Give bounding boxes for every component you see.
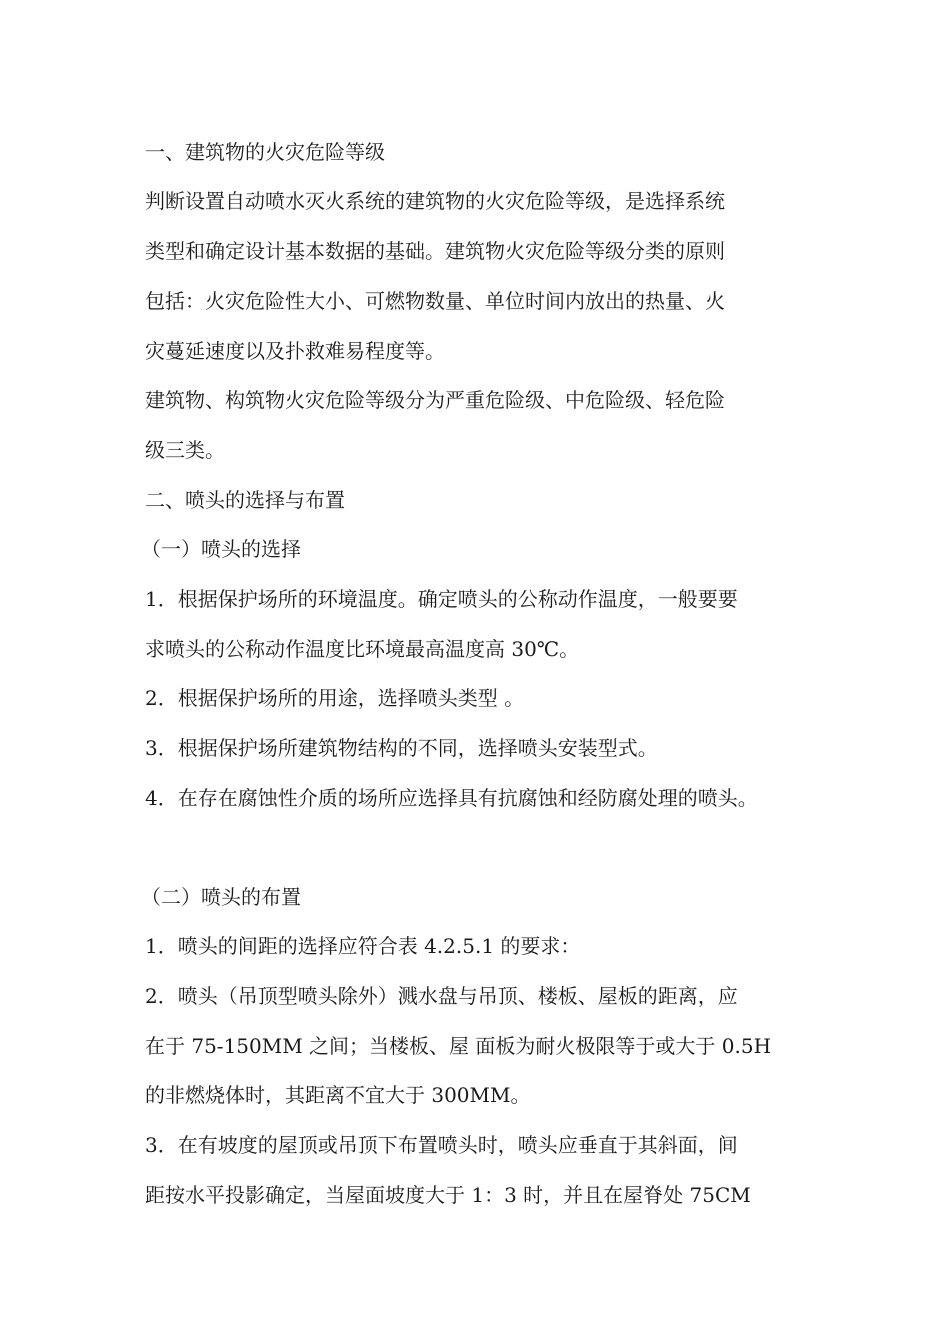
paragraph-line: 类型和确定设计基本数据的基础。建筑物火灾危险等级分类的原则 xyxy=(145,239,725,263)
paragraph-line: 建筑物、构筑物火灾危险等级分为严重危险级、中危险级、轻危险 xyxy=(145,388,725,412)
list-item-continuation: 的非燃烧体时，其距离不宜大于 300MM。 xyxy=(145,1083,531,1107)
list-item: 2．喷头（吊顶型喷头除外）溅水盘与吊顶、楼板、屋板的距离，应 xyxy=(145,984,738,1008)
paragraph-line: 灾蔓延速度以及扑救难易程度等。 xyxy=(145,339,445,363)
list-item: 1．根据保护场所的环境温度。确定喷头的公称动作温度，一般要要 xyxy=(145,587,738,611)
subsection-heading-sprinkler-selection: （一）喷头的选择 xyxy=(141,537,301,561)
list-item: 4．在存在腐蚀性介质的场所应选择具有抗腐蚀和经防腐处理的喷头。 xyxy=(145,786,758,810)
list-item: 3．在有坡度的屋顶或吊顶下布置喷头时，喷头应垂直于其斜面，间 xyxy=(145,1133,738,1157)
paragraph-line: 包括：火灾危险性大小、可燃物数量、单位时间内放出的热量、火 xyxy=(145,289,725,313)
list-item: 2．根据保护场所的用途，选择喷头类型 。 xyxy=(145,686,525,710)
paragraph-line: 判断设置自动喷水灭火系统的建筑物的火灾危险等级，是选择系统 xyxy=(145,189,725,213)
list-item-continuation: 在于 75-150MM 之间；当楼板、屋 面板为耐火极限等于或大于 0.5H xyxy=(145,1034,772,1058)
subsection-heading-sprinkler-layout: （二）喷头的布置 xyxy=(141,885,301,909)
section-heading-fire-hazard-level: 一、建筑物的火灾危险等级 xyxy=(145,140,385,164)
list-item-continuation: 距按水平投影确定，当屋面坡度大于 1：3 时，并且在屋脊处 75CM xyxy=(145,1183,751,1207)
section-heading-sprinkler-selection-layout: 二、喷头的选择与布置 xyxy=(145,488,345,512)
list-item: 1．喷头的间距的选择应符合表 4.2.5.1 的要求： xyxy=(145,934,581,958)
paragraph-line: 级三类。 xyxy=(145,438,225,462)
list-item-continuation: 求喷头的公称动作温度比环境最高温度高 30℃。 xyxy=(145,637,580,661)
list-item: 3．根据保护场所建筑物结构的不同，选择喷头安装型式。 xyxy=(145,736,658,760)
